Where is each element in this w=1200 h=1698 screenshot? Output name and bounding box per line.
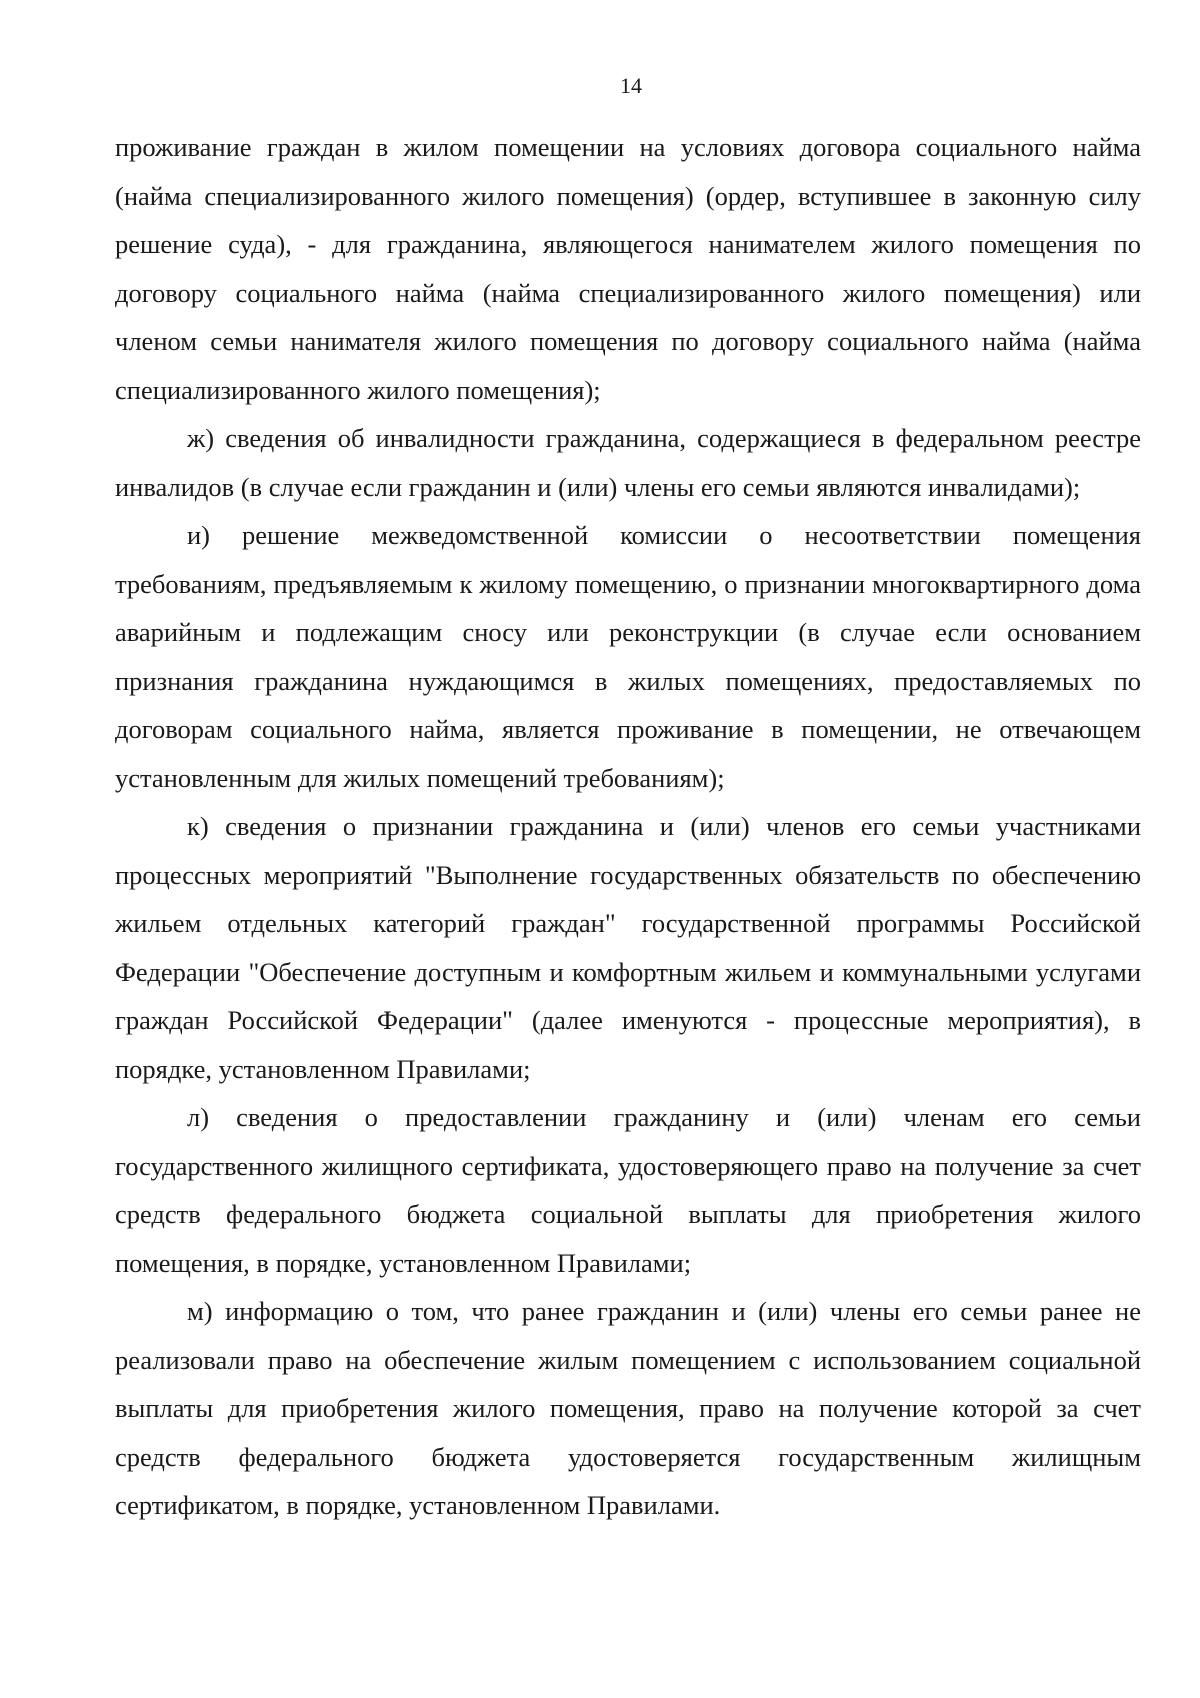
page-number: 14 xyxy=(620,73,642,98)
document-body xyxy=(115,123,1141,1530)
paragraph-l: л) сведения о предоставлении гражданину и (или) членам его семьи государственного жилищного сертификата, удостоверяющего право на получение за счет средств федерального бюджета социальной выплаты для приобретения жилого помещения, в порядке, установленном Правилами; xyxy=(115,1102,1141,1278)
paragraph-i: и) решение межведомственной комиссии о несоответствии помещения требованиям, предъявляемым к жилому помещению, о признании многоквартирного дома аварийным и подлежащим сносу или реконструкции (в случае если основанием признания гражданина нуждающимся в жилых помещениях, предоставляемых по договорам социального найма, является проживание в помещении, не отвечающем установленным для жилых помещений требованиям); xyxy=(115,520,1141,793)
paragraph-continuation: проживание граждан в жилом помещении на условиях договора социального найма (найма специализированного жилого помещения) (ордер, вступившее в законную силу решение суда), - для гражданина, являющегося нанимателем жилого помещения по договору социального найма (найма специализированного жилого помещения) или членом семьи нанимателя жилого помещения по договору социального найма (найма специализированного жилого помещения); xyxy=(115,132,1141,405)
paragraph-m: м) информацию о том, что ранее гражданин и (или) члены его семьи ранее не реализовали право на обеспечение жилым помещением с использованием социальной выплаты для приобретения жилого помещения, право на получение которой за счет средств федерального бюджета удостоверяется государственным жилищным сертификатом, в порядке, установленном Правилами. xyxy=(115,1296,1141,1520)
paragraph-zh: ж) сведения об инвалидности гражданина, содержащиеся в федеральном реестре инвалидов (в случае если гражданин и (или) члены его семьи являются инвалидами); xyxy=(115,423,1141,502)
paragraph-k: к) сведения о признании гражданина и (или) членов его семьи участниками процессных мероприятий "Выполнение государственных обязательств по обеспечению жильем отдельных категорий граждан" государственной программы Российской Федерации "Обеспечение доступным и комфортным жильем и коммунальными услугами граждан Российской Федерации" (далее именуются - процессные мероприятия), в порядке, установленном Правилами; xyxy=(115,811,1141,1084)
